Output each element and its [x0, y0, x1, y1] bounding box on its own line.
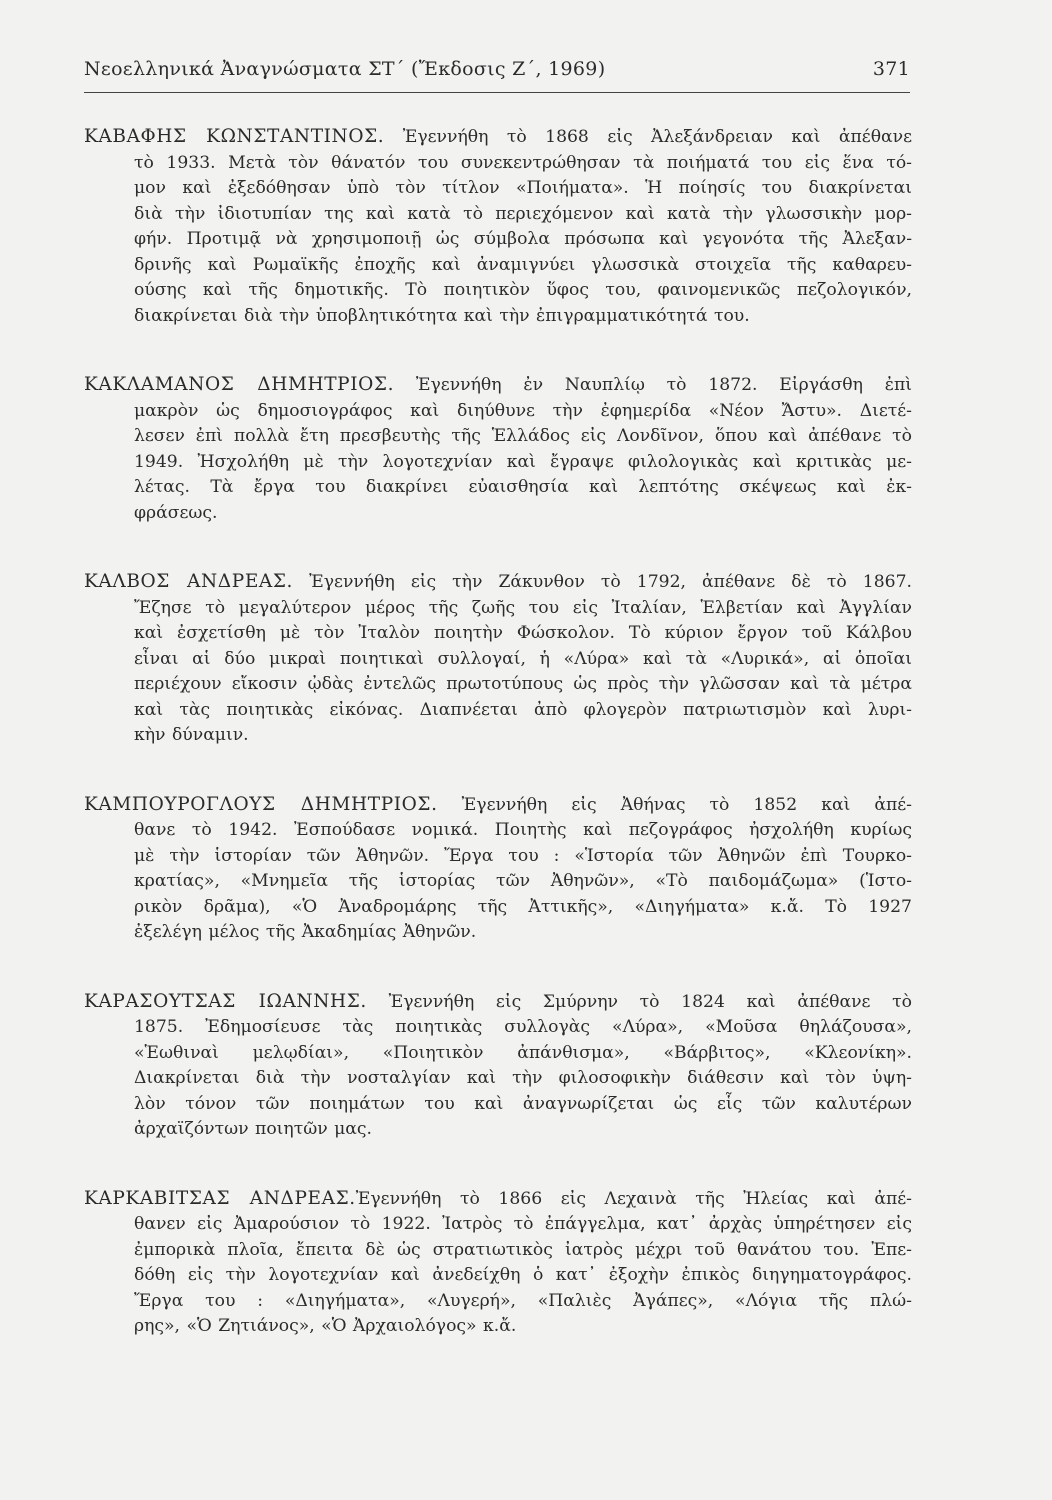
entry-line: Ἔργα του : «Διηγήματα», «Λυγερή», «Παλιὲς Ἀγάπες», «Λόγια τῆς πλώ-	[134, 1290, 912, 1311]
entry-line: φράσεως.	[134, 502, 218, 523]
entry-line: ούσης καὶ τῆς δημοτικῆς. Τὸ ποιητικὸν ὕφος του, φαινομενικῶς πεζολογικόν,	[134, 280, 912, 300]
page-number: 371	[872, 58, 910, 80]
entry-line: λέτας. Τὰ ἔργα του διακρίνει εὐαισθησία καὶ λεπτότης σκέψεως καὶ ἐκ-	[134, 477, 912, 497]
entry-line: δρινῆς καὶ Ρωμαϊκῆς ἐποχῆς καὶ ἀναμιγνύει γλωσσικὰ στοιχεῖα τῆς καθαρευ-	[134, 254, 912, 275]
header-rule	[84, 92, 910, 93]
entry-line: μακρὸν ὡς δημοσιογράφος καὶ διηύθυνε τὴν ἐφημερίδα «Νέον Ἄστυ». Διετέ-	[134, 400, 912, 421]
entry-line: Ἐγεννήθη ἐν Ναυπλίῳ τὸ 1872. Εἰργάσθη ἐπὶ	[394, 375, 912, 395]
entry-line: περιέχουν εἴκοσιν ᾠδὰς ἐντελῶς πρωτοτύπους ὡς πρὸς τὴν γλῶσσαν καὶ τὰ μέτρα	[134, 674, 912, 694]
running-header	[84, 58, 910, 88]
entry-line: κὴν δύναμιν.	[134, 725, 249, 745]
entry-karkavitsas	[84, 1186, 912, 1340]
entry-name: ΚΑΛΒΟΣ ΑΝΔΡΕΑΣ.	[84, 571, 294, 592]
entry-line: καὶ ἐσχετίσθη μὲ τὸν Ἰταλὸν ποιητὴν Φώσκολον. Τὸ κύριον ἔργον τοῦ Κάλβου	[134, 623, 912, 643]
entry-line: διακρίνεται διὰ τὴν ὑποβλητικότητα καὶ τὴν ἐπιγραμματικότητά του.	[134, 305, 750, 326]
entry-line: φήν. Προτιμᾷ νὰ χρησιμοποιῇ ὡς σύμβολα πρόσωπα καὶ γεγονότα τῆς Ἀλεξαν-	[134, 229, 912, 249]
entry-line: θανε τὸ 1942. Ἐσπούδασε νομικά. Ποιητὴς καὶ πεζογράφος ἠσχολήθη κυρίως	[134, 820, 912, 840]
entry-line: Διακρίνεται διὰ τὴν νοσταλγίαν καὶ τὴν φιλοσοφικὴν διάθεσιν καὶ τὸν ὑψη-	[134, 1068, 912, 1088]
entry-name: ΚΑΡΑΣΟΥΤΣΑΣ ΙΩΑΝΝΗΣ.	[84, 990, 367, 1012]
entry-line: 1875. Ἐδημοσίευσε τὰς ποιητικὰς συλλογὰς «Λύρα», «Μοῦσα θηλάζουσα»,	[134, 1017, 912, 1037]
entry-name: ΚΑΜΠΟΥΡΟΓΛΟΥΣ ΔΗΜΗΤΡΙΟΣ.	[84, 793, 438, 815]
entry-line: ἐμπορικὰ πλοῖα, ἔπειτα δὲ ὡς στρατιωτικὸς ἰατρὸς μέχρι τοῦ θανάτου του. Ἐπε-	[134, 1239, 912, 1260]
entry-line: κρατίας», «Μνημεῖα τῆς ἱστορίας τῶν Ἀθηνῶν», «Τὸ παιδομάζωμα» (Ἱστο-	[134, 871, 912, 891]
entry-line: ἀρχαϊζόντων ποιητῶν μας.	[134, 1119, 373, 1139]
entry-line: «Ἑωθιναὶ μελῳδίαι», «Ποιητικὸν ἀπάνθισμα», «Βάρβιτος», «Κλεονίκη».	[134, 1042, 912, 1063]
entry-name: ΚΑΚΛΑΜΑΝΟΣ ΔΗΜΗΤΡΙΟΣ.	[84, 374, 395, 395]
entry-first-line	[84, 569, 912, 596]
entry-line: διὰ τὴν ἰδιοτυπίαν της καὶ κατὰ τὸ περιεχόμενον καὶ κατὰ τὴν γλωσσικὴν μορ-	[134, 203, 912, 224]
entry-line: Ἐγεννήθη τὸ 1866 εἰς Λεχαινὰ τῆς Ἠλείας καὶ ἀπέ-	[355, 1188, 912, 1209]
entry-kaklamanos	[84, 372, 912, 526]
biography-entries	[84, 124, 912, 1383]
entry-karasoutsas	[84, 989, 912, 1143]
entry-first-line	[84, 989, 912, 1016]
entry-first-line	[84, 1186, 912, 1213]
entry-first-line	[84, 372, 912, 399]
entry-line: λεσεν ἐπὶ πολλὰ ἔτη πρεσβευτὴς τῆς Ἑλλάδος εἰς Λονδῖνον, ὅπου καὶ ἀπέθανε τὸ	[134, 426, 912, 446]
entry-line: καὶ τὰς ποιητικὰς εἰκόνας. Διαπνέεται ἀπὸ φλογερὸν πατριωτισμὸν καὶ λυρι-	[134, 699, 912, 720]
entry-kalvos	[84, 569, 912, 749]
entry-line: Ἐγεννήθη τὸ 1868 εἰς Ἀλεξάνδρειαν καὶ ἀπέθανε	[384, 127, 912, 147]
entry-line: Ἔζησε τὸ μεγαλύτερον μέρος τῆς ζωῆς του εἰς Ἰταλίαν, Ἑλβετίαν καὶ Ἀγγλίαν	[134, 597, 912, 618]
entry-line: 1949. Ἠσχολήθη μὲ τὴν λογοτεχνίαν καὶ ἔγραψε φιλολογικὰς καὶ κριτικὰς με-	[134, 451, 912, 472]
entry-line: ρικὸν δρᾶμα), «Ὁ Ἀναδρομάρης τῆς Ἀττικῆς», «Διηγήματα» κ.ἄ. Τὸ 1927	[134, 896, 912, 917]
entry-first-line	[84, 792, 912, 819]
entry-line: Ἐγεννήθη εἰς τὴν Ζάκυνθον τὸ 1792, ἀπέθανε δὲ τὸ 1867.	[293, 572, 912, 592]
entry-line: εἶναι αἱ δύο μικραὶ ποιητικαὶ συλλογαί, ἡ «Λύρα» καὶ τὰ «Λυρικά», αἱ ὁποῖαι	[134, 648, 912, 669]
entry-name: ΚΑΒΑΦΗΣ ΚΩΝΣΤΑΝΤΙΝΟΣ.	[84, 126, 385, 147]
entry-line: λὸν τόνον τῶν ποιημάτων του καὶ ἀναγνωρίζεται ὡς εἷς τῶν καλυτέρων	[134, 1093, 912, 1114]
entry-line: μον καὶ ἐξεδόθησαν ὑπὸ τὸν τίτλον «Ποιήματα». Ἡ ποίησίς του διακρίνεται	[134, 178, 912, 198]
entry-first-line	[84, 124, 912, 151]
entry-line: τὸ 1933. Μετὰ τὸν θάνατόν του συνεκεντρώθησαν τὰ ποιήματά του εἰς ἕνα τό-	[134, 152, 912, 173]
entry-line: ἐξελέγη μέλος τῆς Ἀκαδημίας Ἀθηνῶν.	[134, 922, 477, 942]
header-title: Νεοελληνικά Ἀναγνώσματα ΣΤ΄ (Ἔκδοσις Ζ΄, 1969)	[84, 58, 606, 80]
entry-line: ρης», «Ὁ Ζητιάνος», «Ὁ Ἀρχαιολόγος» κ.ἄ.	[134, 1316, 517, 1336]
entry-line: Ἐγεννήθη εἰς Ἀθήνας τὸ 1852 καὶ ἀπέ-	[437, 794, 912, 815]
entry-kavafis	[84, 124, 912, 329]
entry-line: δόθη εἰς τὴν λογοτεχνίαν καὶ ἀνεδείχθη ὁ κατ᾽ ἐξοχὴν ἐπικὸς διηγηματογράφος.	[134, 1265, 912, 1285]
entry-kambouroglous	[84, 792, 912, 946]
entry-line: μὲ τὴν ἱστορίαν τῶν Ἀθηνῶν. Ἔργα του : «Ἱστορία τῶν Ἀθηνῶν ἐπὶ Τουρκο-	[134, 845, 912, 866]
entry-line: θανεν εἰς Ἀμαρούσιον τὸ 1922. Ἰατρὸς τὸ ἐπάγγελμα, κατ᾽ ἀρχὰς ὑπηρέτησεν εἰς	[134, 1214, 912, 1234]
entry-line: Ἐγεννήθη εἰς Σμύρνην τὸ 1824 καὶ ἀπέθανε τὸ	[366, 991, 912, 1012]
entry-name: ΚΑΡΚΑΒΙΤΣΑΣ ΑΝΔΡΕΑΣ.	[84, 1187, 356, 1209]
